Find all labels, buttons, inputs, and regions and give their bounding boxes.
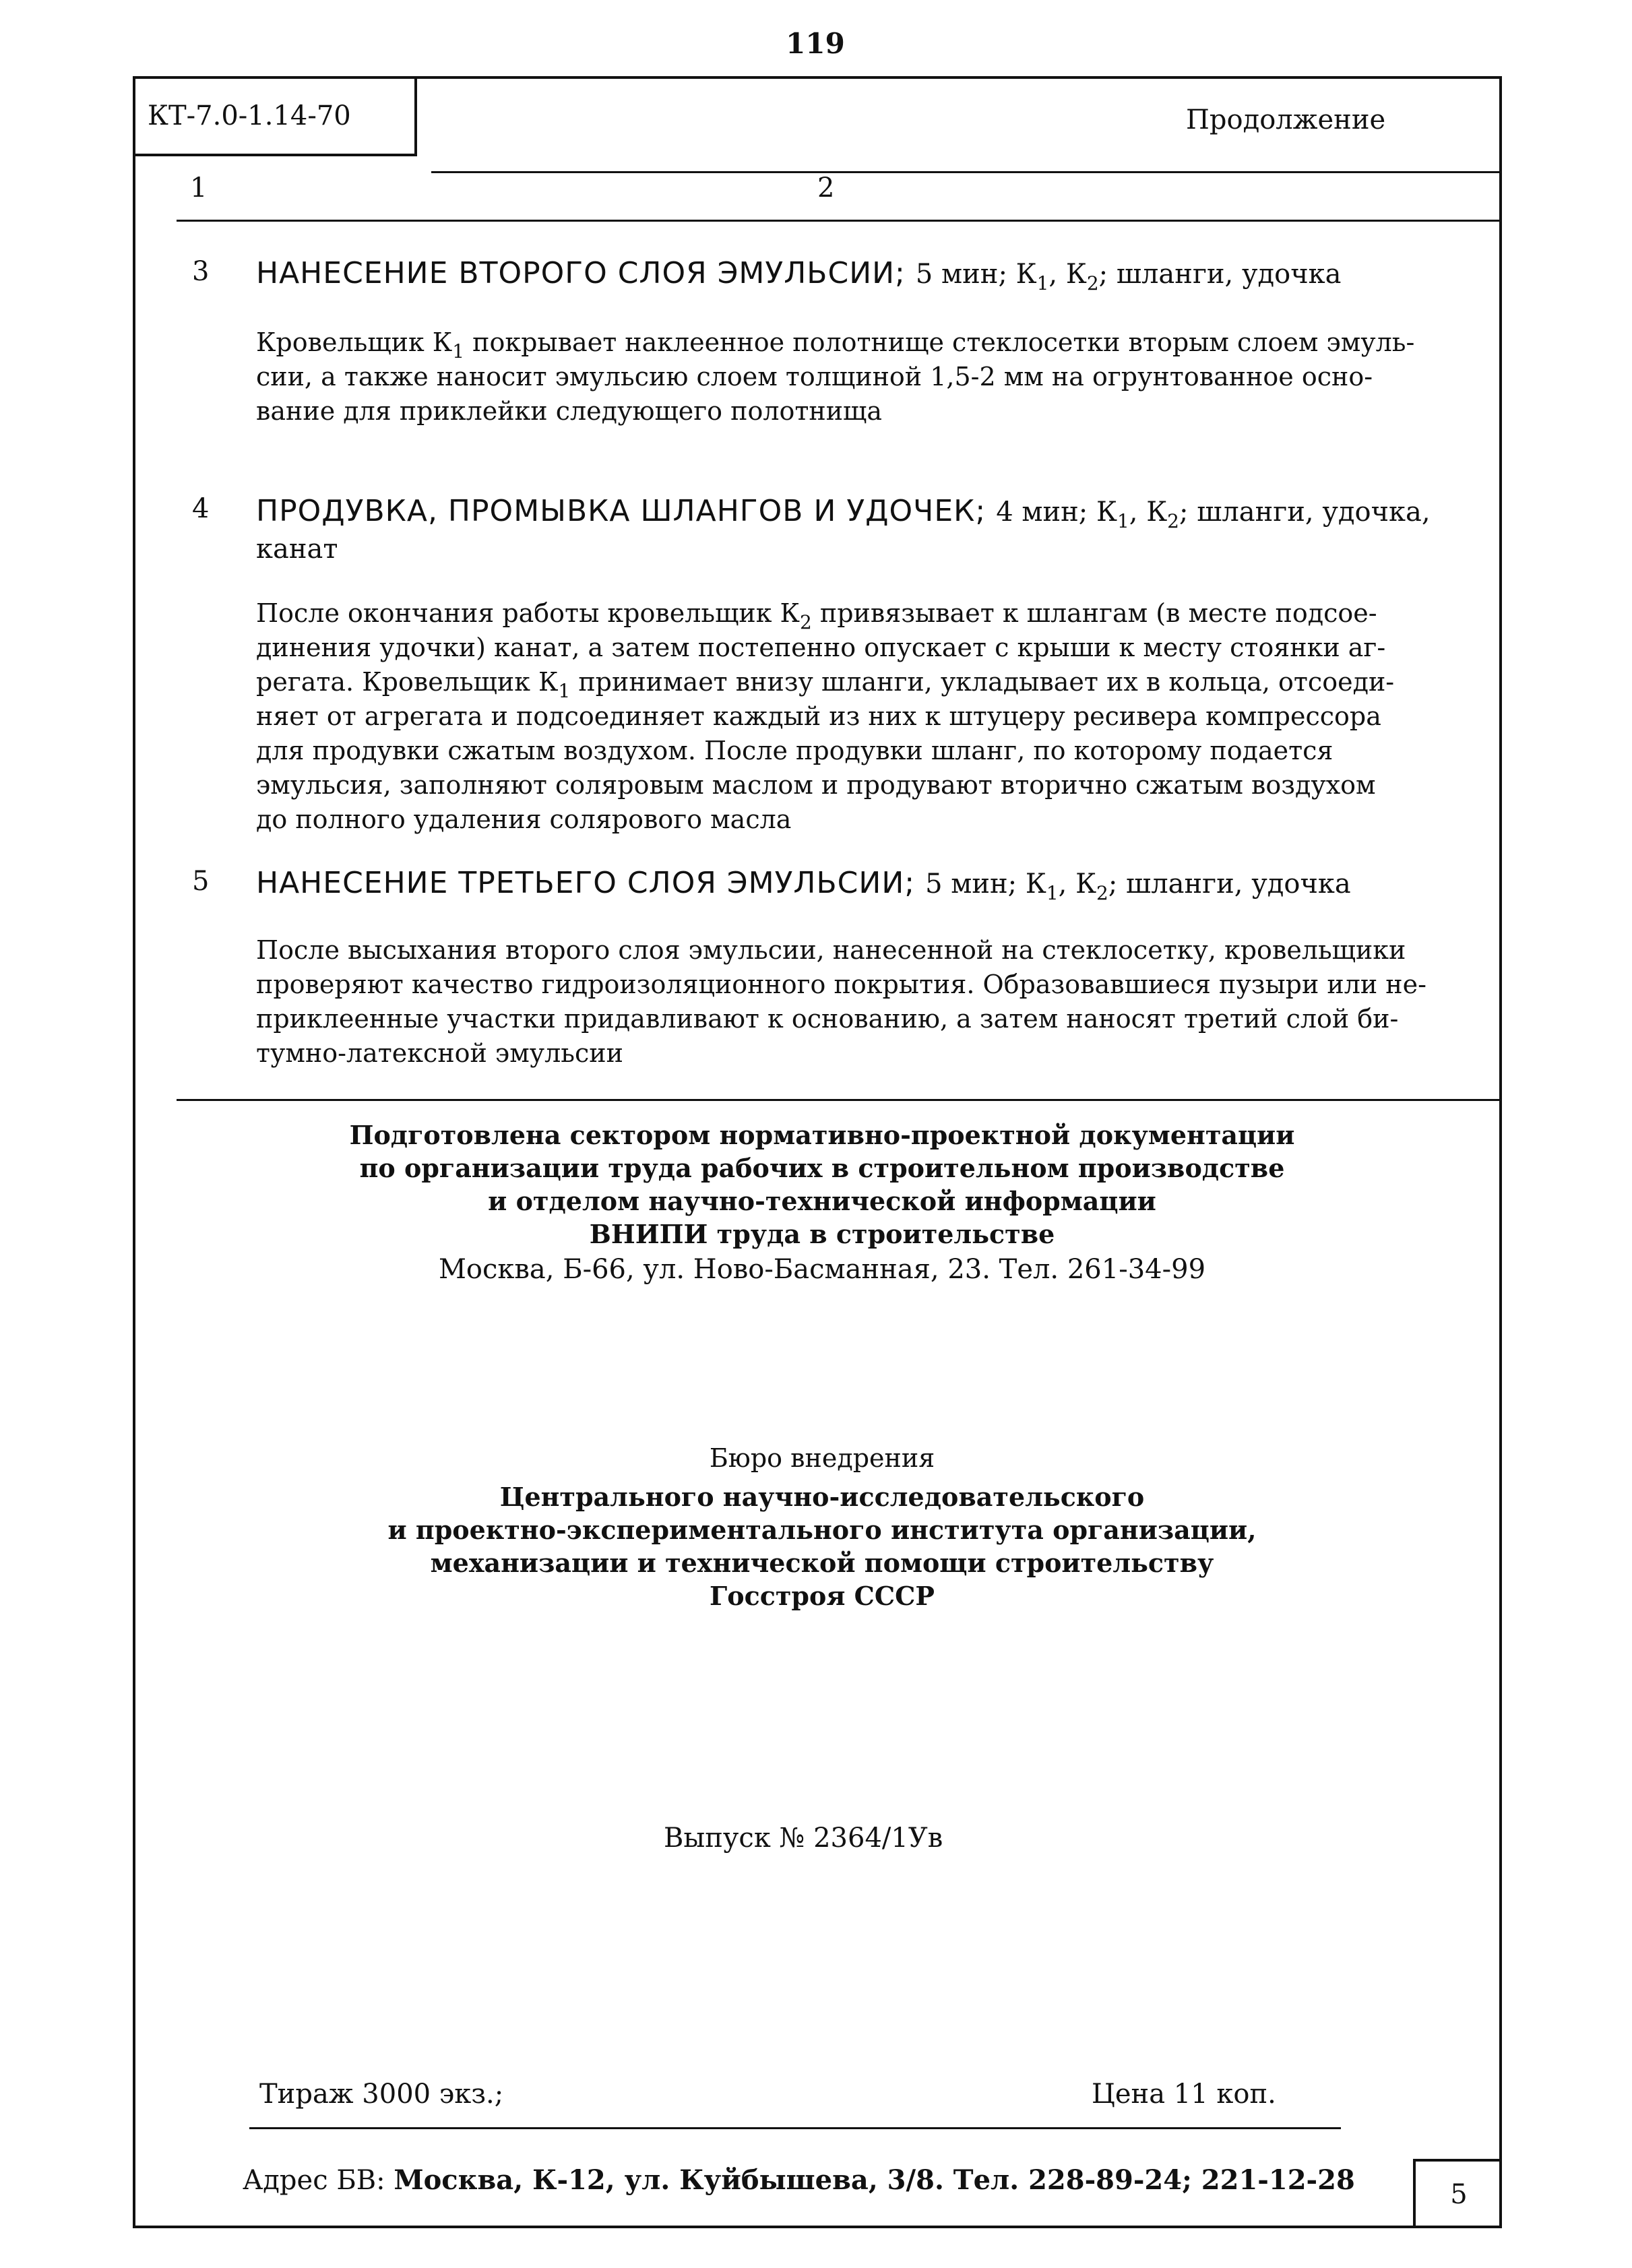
prepared-address: Москва, Б-66, ул. Ново-Басманная, 23. Тел. 261-34-99 bbox=[438, 1254, 1206, 1285]
section-title-text: НАНЕСЕНИЕ ВТОРОГО СЛОЯ ЭМУЛЬСИИ; bbox=[256, 256, 906, 290]
bureau-line: и проектно-экспериментального института организации, bbox=[387, 1515, 1257, 1545]
bv-address-value: Москва, К-12, ул. Куйбышева, 3/8. Тел. 228-89-24; 221-12-28 bbox=[394, 2164, 1355, 2196]
header-top-rule bbox=[431, 171, 1502, 173]
bv-address bbox=[243, 2164, 1355, 2196]
section-body: После окончания работы кровельщик $К_2$ привязывает к шлангам (в месте подсое- динения удочки) канат, а затем постепенно опускает с крыши к месту стоянки аг- регата. Кровельщик $К_1$ принимает внизу шланги, укладывает их в кольца, отсоеди- няет от агрегата и подсоединяет каждый из них к штуцеру ресивера компрессора для продувки сжатым воздухом. После продувки шланг, по которому подается эмульсия, заполняют соляровым маслом и продувают вторично сжатым воздухом до полного удаления солярового масла bbox=[256, 598, 1395, 834]
section-title bbox=[256, 493, 1482, 567]
prepared-line: по организации труда рабочих в строительном производстве bbox=[359, 1153, 1285, 1183]
section-number: 3 bbox=[192, 256, 210, 287]
prepared-line: ВНИПИ труда в строительстве bbox=[589, 1219, 1055, 1249]
corner-number: 5 bbox=[1413, 2159, 1502, 2228]
section-title bbox=[256, 866, 1482, 904]
print-run: Тираж 3000 экз.; bbox=[259, 2079, 504, 2110]
section-title bbox=[256, 256, 1482, 294]
section-title-text: НАНЕСЕНИЕ ТРЕТЬЕГО СЛОЯ ЭМУЛЬСИИ; bbox=[256, 866, 916, 900]
bureau-line: Центрального научно-исследовательского bbox=[499, 1482, 1145, 1512]
bureau-block bbox=[270, 1442, 1375, 1612]
bv-address-label: Адрес БВ: bbox=[243, 2165, 385, 2196]
section-meta: 5 мин; $К_1$, $К_2$; шланги, удочка bbox=[925, 869, 1351, 904]
prepared-line: Подготовлена сектором нормативно-проектной документации bbox=[349, 1120, 1295, 1150]
price: Цена 11 коп. bbox=[1092, 2079, 1276, 2110]
section-meta: 4 мин; $К_1$, $К_2$; шланги, удочка, канат bbox=[256, 497, 1431, 565]
header-bottom-rule bbox=[177, 220, 1502, 222]
prepared-by-block bbox=[270, 1119, 1375, 1286]
section-number: 5 bbox=[192, 866, 210, 897]
bureau-line: Госстроя СССР bbox=[710, 1581, 935, 1611]
footer-rule bbox=[249, 2127, 1341, 2129]
bureau-line: механизации и технической помощи строительству bbox=[430, 1548, 1214, 1578]
column-number-1: 1 bbox=[190, 172, 208, 203]
section-number: 4 bbox=[192, 493, 210, 524]
bureau-line: Бюро внедрения bbox=[709, 1443, 935, 1473]
section-body: Кровельщик $К_1$ покрывает наклеенное полотнище стеклосетки вторым слоем эмуль- сии, а также наносит эмульсию слоем толщиной 1,5-2 мм на огрунтованное осно- вание для приклейки следующего полотнища bbox=[256, 327, 1415, 426]
section-meta: 5 мин; $К_1$, $К_2$; шланги, удочка bbox=[915, 259, 1342, 294]
column-number-2: 2 bbox=[817, 172, 835, 203]
continuation-label: Продолжение bbox=[1186, 104, 1386, 135]
section-body: После высыхания второго слоя эмульсии, нанесенной на стеклосетку, кровельщики проверяют качество гидроизоляционного покрытия. Образовавшиеся пузыри или не- приклеенные участки придавливают к основанию, а затем наносят третий слой би- тумно-латексной эмульсии bbox=[256, 935, 1426, 1068]
section-divider bbox=[177, 1099, 1502, 1101]
doc-code: КТ-7.0-1.14-70 bbox=[133, 76, 417, 156]
section-title-text: ПРОДУВКА, ПРОМЫВКА ШЛАНГОВ И УДОЧЕК; bbox=[256, 494, 986, 528]
issue-number: Выпуск № 2364/1Ув bbox=[664, 1823, 943, 1854]
page-number: 119 bbox=[786, 27, 845, 60]
prepared-line: и отделом научно-технической информации bbox=[488, 1186, 1156, 1216]
